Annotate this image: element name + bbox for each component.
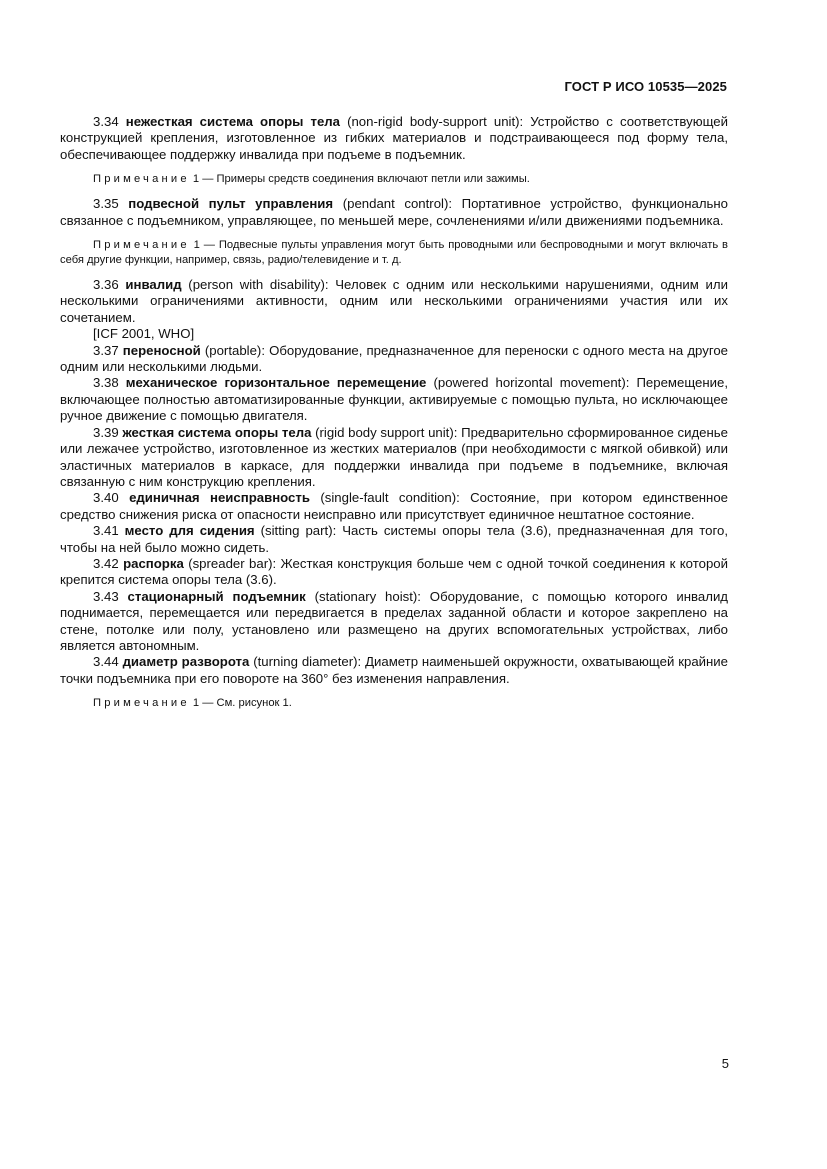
term-name: подвесной пульт управления — [128, 196, 334, 212]
note-label: Примечание — [93, 173, 190, 186]
term-number: 3.40 — [93, 490, 119, 506]
term-number: 3.44 — [93, 654, 119, 670]
term-number: 3.38 — [93, 375, 119, 391]
term-definition: (non-rigid body-support unit): Устройство с соответствующей конструкцией крепления, изготовленное из гибких материалов и подстраивающееся под форму тела, обеспечивающее поддержку инвалида при подъеме в подъемник. — [60, 114, 728, 162]
term-number: 3.43 — [93, 588, 119, 604]
term-name: механическое горизонтальное перемещение — [125, 375, 427, 391]
note-3-34 — [60, 172, 728, 187]
term-name: жесткая система опоры тела — [122, 424, 312, 440]
term-entry-3-38 — [60, 375, 728, 424]
term-number: 3.39 — [93, 424, 119, 440]
term-name: место для сидения — [124, 523, 255, 539]
term-entry-3-35 — [60, 196, 728, 229]
term-entry-3-37 — [60, 343, 728, 376]
term-name: единичная неисправность — [129, 490, 310, 506]
page-number: 5 — [721, 1056, 729, 1071]
term-number: 3.34 — [93, 114, 119, 129]
note-label: Примечание — [93, 239, 190, 252]
note-text: 1 — См. рисунок 1. — [189, 697, 292, 710]
note-text: 1 — Примеры средств соединения включают петли или зажимы. — [189, 173, 530, 186]
term-entry-3-44 — [60, 654, 728, 687]
term-number: 3.42 — [93, 555, 119, 571]
term-definition: (powered horizontal movement): Перемещение, включающее полностью автоматизированные функции, активируемые с помощью пульта, но исключающее ручное движение с помощью двигателя. — [60, 375, 729, 424]
document-body — [60, 114, 728, 720]
term-number: 3.41 — [93, 523, 119, 539]
term-entry-3-36 — [60, 277, 728, 326]
term-name: переносной — [122, 342, 201, 358]
term-name: нежесткая система опоры тела — [125, 114, 341, 129]
term-name: инвалид — [125, 277, 182, 293]
term-number: 3.37 — [93, 342, 119, 358]
note-3-44 — [60, 696, 728, 711]
term-entry-3-40 — [60, 490, 728, 523]
note-text: 1 — Подвесные пульты управления могут быть проводными или беспроводными и могут включать в себя другие функции, например, связь, радио/телевидение и т. д. — [60, 239, 728, 267]
term-definition: (stationary hoist): Оборудование, с помощью которого инвалид поднимается, перемещается или передвигается в пределах заданной области и которое закреплено на стене, потолке или полу, установлено или размещено на других вспомогательных устройствах, либо является автономным. — [60, 588, 729, 653]
term-number: 3.36 — [93, 277, 119, 293]
term-entry-3-41 — [60, 523, 728, 556]
term-definition: (rigid body support unit): Предварительно сформированное сиденье или лежачее устройство, изготовленное из жестких материалов (при необходимости с мягкой обивкой) или эластичных материалов в каркасе, для поддержки инвалида при подъеме в подъемнике, включая связанную с ним конструкцию крепления. — [60, 424, 729, 489]
term-definition: (pendant control): Портативное устройство, функционально связанное с подъемником, управляющее, по меньшей мере, сочленениями и/или движениями подъемника. — [60, 196, 728, 228]
note-3-35 — [60, 238, 728, 268]
term-definition: (spreader bar): Жесткая конструкция больше чем с одной точкой соединения к которой крепится система опоры тела (3.6). — [60, 555, 728, 588]
term-source-3-36: [ICF 2001, WHO] — [93, 326, 195, 342]
note-label: Примечание — [93, 697, 190, 710]
term-definition: (sitting part): Часть системы опоры тела (3.6), предназначенная для того, чтобы на ней было можно сидеть. — [60, 523, 728, 555]
document-id-header: ГОСТ Р ИСО 10535—2025 — [564, 79, 727, 94]
term-name: диаметр разворота — [122, 654, 250, 670]
term-entry-3-34 — [60, 114, 728, 163]
term-name: стационарный подъемник — [127, 588, 306, 604]
term-definition: (person with disability): Человек с одним или несколькими нарушениями, одним или несколькими ограничениями активности, одним или несколькими ограничениями участия или их сочетанием. — [60, 277, 728, 325]
term-entry-3-43 — [60, 589, 728, 655]
term-entry-3-39 — [60, 425, 728, 491]
term-definition: (turning diameter): Диаметр наименьшей окружности, охватывающей крайние точки подъемника при его повороте на 360° без изменения направления. — [60, 654, 728, 686]
term-definition: (single-fault condition): Состояние, при котором единственное средство снижения риска от опасности неисправно или присутствует единичное нештатное состояние. — [60, 490, 729, 522]
term-entry-3-42 — [60, 556, 728, 589]
term-number: 3.35 — [93, 196, 119, 212]
term-definition: (portable): Оборудование, предназначенное для переноски с одного места на другое одним или несколькими людьми. — [60, 342, 729, 375]
term-name: распорка — [123, 555, 184, 571]
